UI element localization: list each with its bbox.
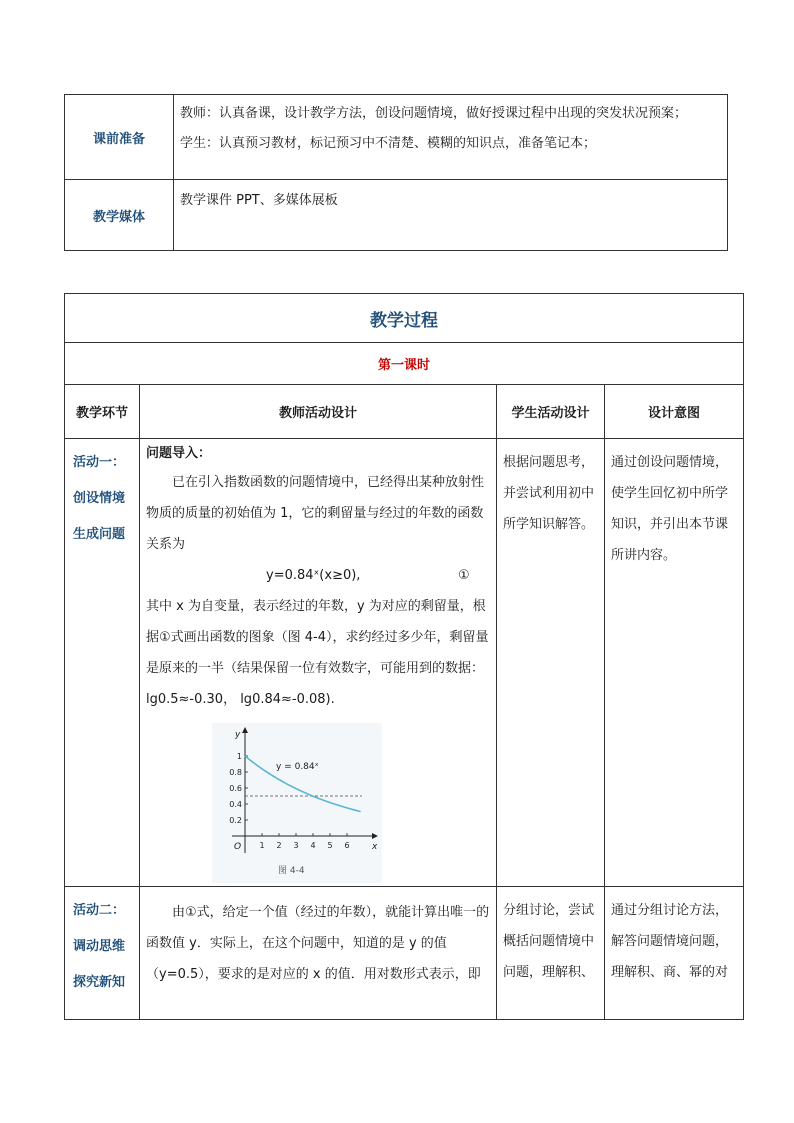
header-student: 学生活动设计 xyxy=(497,385,605,439)
decay-graph xyxy=(212,723,382,883)
y-tick-label: 0.6 xyxy=(229,784,242,793)
media-content xyxy=(174,180,728,251)
activity2-label-line: 活动二： xyxy=(73,903,126,918)
header-stage: 教学环节 xyxy=(65,385,140,439)
x-tick-label: 4 xyxy=(310,841,316,850)
activity2-para: 由①式，给定一个值（经过的年数），就能计算出唯一的函数值 y．实际上，在这个问题中，知道的是 y 的值（y=0.5），要求的是对应的 x 的值．用对数形式表示，即 xyxy=(146,905,490,982)
x-tick-label: 6 xyxy=(344,841,350,850)
y-tick-label: 1 xyxy=(236,752,242,761)
activity1-label xyxy=(65,439,140,887)
prep-teacher-text: 教师：认真备课，设计教学方法，创设问题情境，做好授课过程中出现的突发状况预案； xyxy=(180,106,688,121)
activity1-label-line: 生成问题 xyxy=(73,527,126,542)
activity2-teacher xyxy=(140,887,497,1020)
process-table xyxy=(64,293,744,1020)
y-tick-label: 0.8 xyxy=(229,768,242,777)
activity2-intent xyxy=(605,887,744,1020)
activity2-intent-text: 通过分组讨论方法，解答问题情境问题，理解积、商、幂的对 xyxy=(611,903,729,980)
activity1-formula-mark: ① xyxy=(458,568,470,583)
x-tick-label: 2 xyxy=(276,841,282,850)
activity2-student-text: 分组讨论，尝试概括问题情境中问题，理解积、 xyxy=(503,903,595,980)
activity1-label-line: 创设情境 xyxy=(73,491,126,506)
activity1-formula: y=0.84ˣ(x≥0), xyxy=(266,568,361,583)
process-title: 教学过程 xyxy=(65,294,744,343)
header-teacher: 教师活动设计 xyxy=(140,385,497,439)
x-tick-label: 3 xyxy=(293,841,299,850)
prep-content xyxy=(174,95,728,180)
activity2-label-line: 探究新知 xyxy=(73,975,126,990)
figure-caption: 图 4-4 xyxy=(278,866,305,876)
activity1-formula-row xyxy=(146,560,490,591)
prep-student-text: 学生：认真预习教材，标记预习中不清楚、模糊的知识点，准备笔记本； xyxy=(180,136,597,151)
x-tick-label: 5 xyxy=(327,841,333,850)
prep-label: 课前准备 xyxy=(65,95,174,180)
y-tick-label: 0.4 xyxy=(229,800,242,809)
origin-label: O xyxy=(234,842,242,852)
activity1-para2: 其中 x 为自变量，表示经过的年数，y 为对应的剩留量，根据①式画出函数的图象（图 4-4），求约经过多少年，剩留量是原来的一半（结果保留一位有效数字，可能用到的数据：lg0.5≈-0.30， lg0.84≈-0.08). xyxy=(146,599,489,707)
activity1-student xyxy=(497,439,605,887)
activity1-intent-text: 通过创设问题情境，使学生回忆初中所学知识，并引出本节课所讲内容。 xyxy=(611,455,729,563)
activity1-student-text: 根据问题思考，并尝试利用初中所学知识解答。 xyxy=(503,455,595,532)
activity1-intent xyxy=(605,439,744,887)
activity2-student xyxy=(497,887,605,1020)
x-tick-label: 1 xyxy=(259,841,265,850)
activity2-label xyxy=(65,887,140,1020)
activity1-label-line: 活动一： xyxy=(73,455,126,470)
media-text: 教学课件 PPT、多媒体展板 xyxy=(180,193,338,208)
session-label: 第一课时 xyxy=(65,343,744,385)
activity1-teacher xyxy=(140,439,497,887)
activity2-label-line: 调动思维 xyxy=(73,939,126,954)
x-axis-label: x xyxy=(372,842,378,852)
activity1-heading: 问题导入： xyxy=(146,446,212,461)
header-intent: 设计意图 xyxy=(605,385,744,439)
media-label: 教学媒体 xyxy=(65,180,174,251)
y-axis-label: y xyxy=(235,730,241,740)
y-tick-label: 0.2 xyxy=(229,816,242,825)
activity1-para1: 已在引入指数函数的问题情境中，已经得出某种放射性物质的质量的初始值为 1，它的剩留量与经过的年数的函数关系为 xyxy=(146,475,485,552)
curve-label: y = 0.84ˣ xyxy=(276,762,319,772)
prep-table xyxy=(64,94,728,251)
